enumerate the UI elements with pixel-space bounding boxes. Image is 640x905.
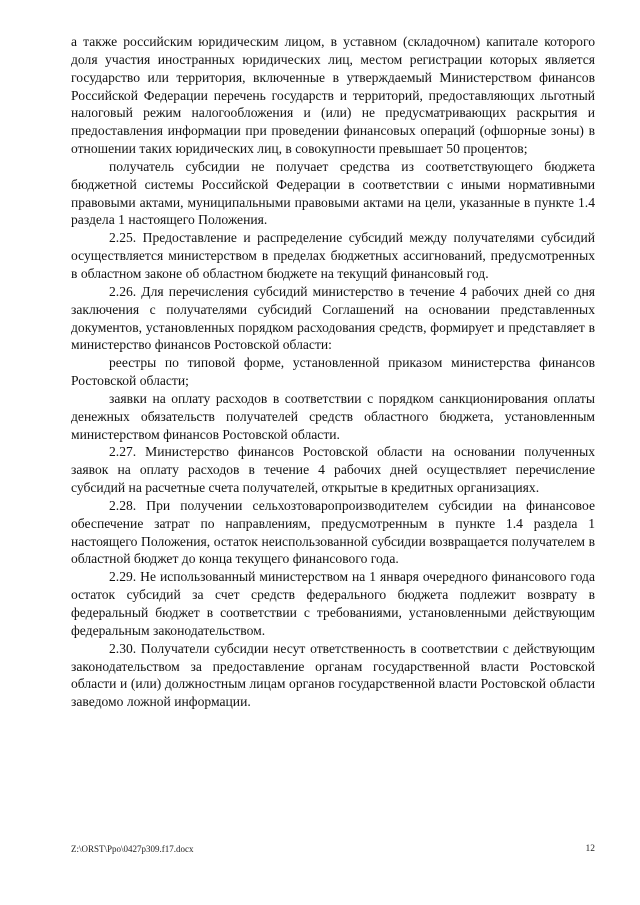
footer-file-path: Z:\ORST\Ppo\0427p309.f17.docx — [71, 844, 194, 854]
paragraph-2-26: 2.26. Для перечисления субсидий министерство в течение 4 рабочих дней со дня заключения с получателями субсидий Соглашений на основании представленных документов, установленных порядком расходования средств, формирует и представляет в министерство финансов Ростовской области: — [71, 283, 595, 353]
paragraph-2-28: 2.28. При получении сельхозтоваропроизводителем субсидии на финансовое обеспечение затрат по направлениям, предусмотренным в пункте 1.4 раздела 1 настоящего Положения, остаток неиспользованной субсидии возвращается получателем в областной бюджет до конца текущего финансового года. — [71, 497, 595, 567]
paragraph-2-25: 2.25. Предоставление и распределение субсидий между получателями субсидий осуществляется министерством в пределах бюджетных ассигнований, предусмотренных в областном законе об областном бюджете на текущий финансовый год. — [71, 230, 595, 281]
paragraph-2-30: 2.30. Получатели субсидии несут ответственность в соответствии с действующим законодательством за предоставление органам государственной власти Ростовской области и (или) должностным лицам органов государственной власти Ростовской области заведомо ложной информации. — [71, 640, 595, 710]
paragraph-payment-requests: заявки на оплату расходов в соответствии с порядком санкционирования оплаты денежных обязательств получателей средств областного бюджета, установленным министерством финансов Ростовской области. — [71, 390, 595, 442]
paragraph-continuation: а также российским юридическим лицом, в уставном (складочном) капитале которого доля участия иностранных юридических лиц, местом регистрации которых является государство или территория, включенные в утверждаемый Министерством финансов Российской Федерации перечень государств и территорий, предоставляющих льготный налоговый режим налогообложения и (или) не предусматривающих раскрытия и предоставления информации при проведении финансовых операций (офшорные зоны) в отношении таких юридических лиц, в совокупности превышает 50 процентов; — [71, 34, 595, 157]
document-body — [71, 33, 595, 711]
paragraph-recipient-condition: получатель субсидии не получает средства из соответствующего бюджета бюджетной системы Российской Федерации в соответствии с иными нормативными правовыми актами, муниципальными правовыми актами на цели, указанные в пункте 1.4 раздела 1 настоящего Положения. — [71, 158, 595, 228]
paragraph-2-27: 2.27. Министерство финансов Ростовской области на основании полученных заявок на оплату расходов в течение 4 рабочих дней осуществляет перечисление субсидий на расчетные счета получателей, открытые в кредитных организациях. — [71, 444, 595, 496]
page-number: 12 — [585, 844, 595, 854]
paragraph-registries: реестры по типовой форме, установленной приказом министерства финансов Ростовской области; — [71, 355, 595, 389]
paragraph-2-29: 2.29. Не использованный министерством на 1 января очередного финансового года остаток субсидий за счет средств федерального бюджета подлежит возврату в федеральный бюджет в соответствии с требованиями, установленными действующим федеральным законодательством. — [71, 569, 595, 638]
